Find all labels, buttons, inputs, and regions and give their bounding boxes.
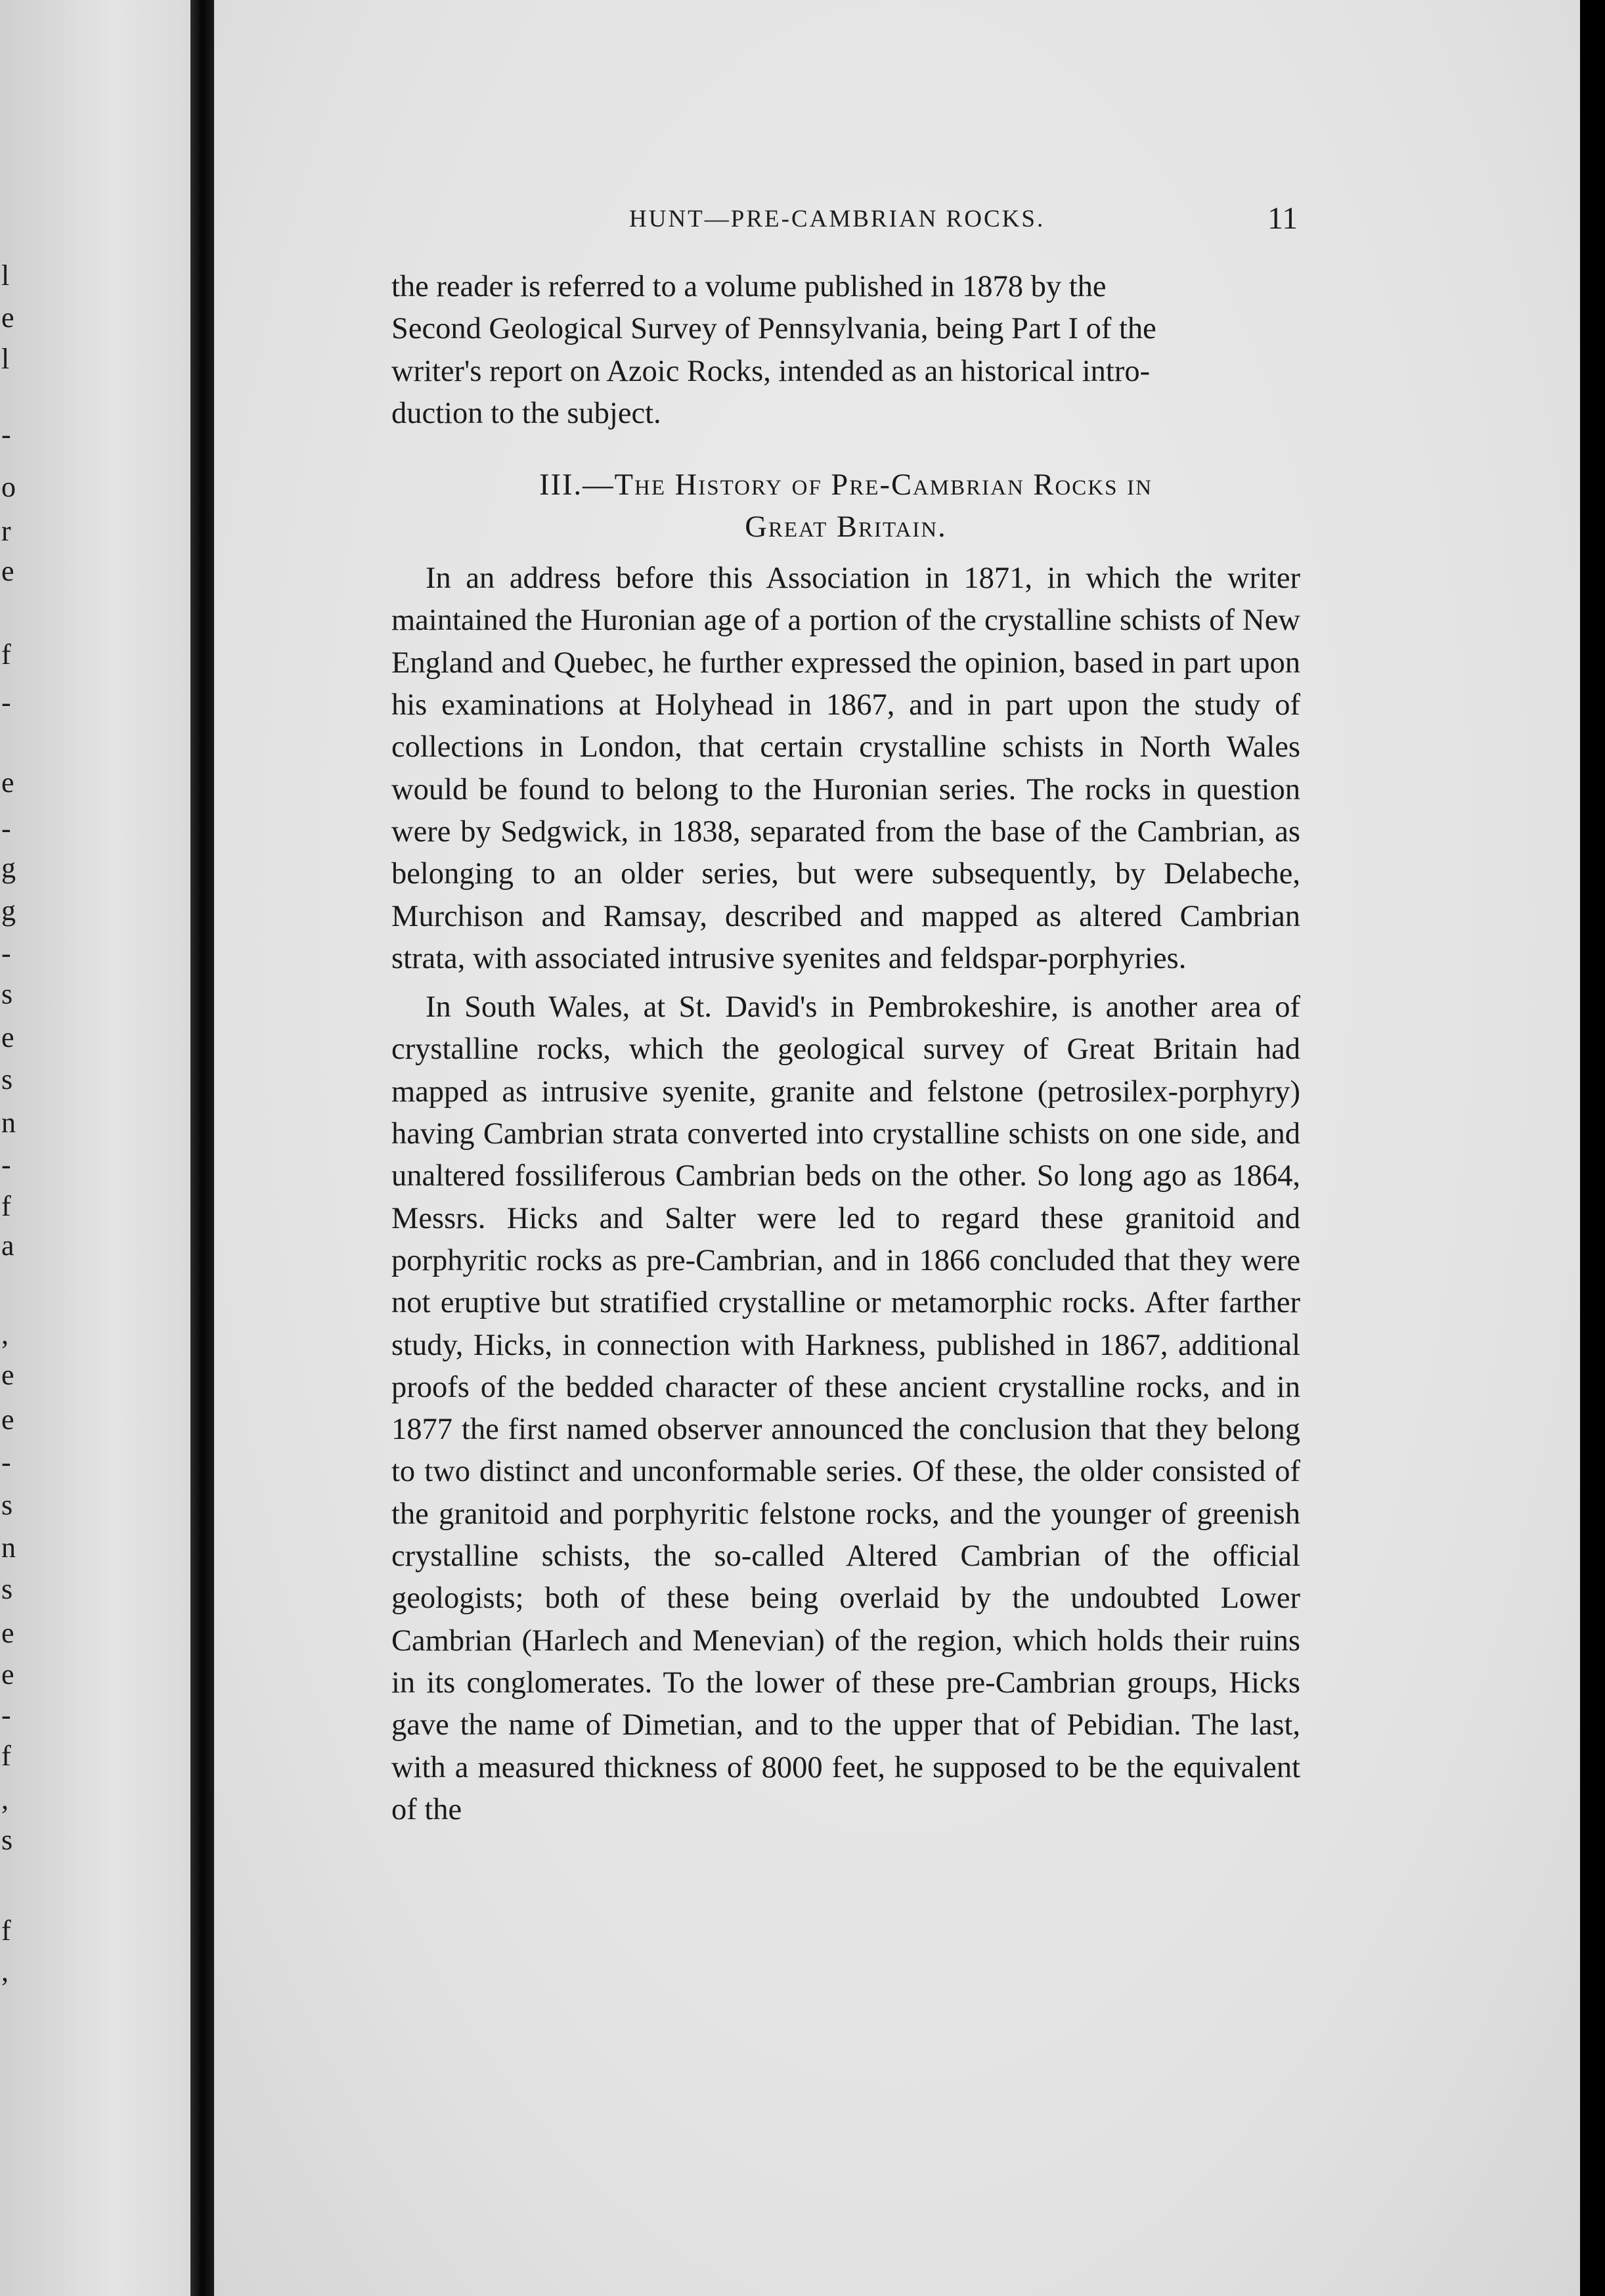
facing-page-glyph: f (1, 638, 11, 671)
facing-page-glyph: f (1, 1740, 11, 1772)
facing-page-glyph: e (1, 766, 14, 799)
facing-page-glyph: - (1, 418, 11, 451)
facing-page-glyph: - (1, 1149, 11, 1181)
text-line: the reader is referred to a volume published in 1878 by the (391, 270, 1107, 303)
facing-page-glyph: e (1, 555, 14, 587)
page-body (391, 266, 1300, 1831)
section-heading (391, 464, 1300, 548)
facing-page-glyph: , (1, 1318, 9, 1350)
facing-page-glyph: r (1, 515, 11, 547)
facing-page-glyph: e (1, 1658, 14, 1690)
facing-page-glyph: e (1, 1021, 14, 1053)
facing-page-glyph: g (1, 894, 16, 927)
facing-page-glyph: e (1, 1617, 14, 1649)
section-heading-line: III.—The History of Pre-Cambrian Rocks in (539, 468, 1153, 502)
facing-page-glyph: s (1, 1573, 13, 1605)
facing-page-glyph: g (1, 852, 16, 884)
text-line: writer's report on Azoic Rocks, intended as an historical intro- (391, 354, 1151, 388)
facing-page-glyph: f (1, 1190, 11, 1222)
facing-page-glyph: f (1, 1914, 11, 1947)
facing-page-glyph: a (1, 1229, 14, 1262)
facing-page-glyph: , (1, 1955, 9, 1987)
facing-page-glyph: l (1, 343, 10, 375)
book-gutter (190, 0, 214, 2296)
text-line: Second Geological Survey of Pennsylvania, being Part I of the (391, 312, 1156, 346)
facing-page-glyph: - (1, 812, 11, 845)
scan-border (1580, 0, 1605, 2296)
facing-page-glyph: e (1, 1403, 14, 1436)
running-title: HUNT—PRE-CAMBRIAN ROCKS. (629, 206, 1045, 232)
facing-page-glyph: e (1, 301, 14, 334)
facing-page-glyph: s (1, 1063, 13, 1095)
facing-page-glyph: s (1, 978, 13, 1010)
facing-page-glyph: o (1, 471, 16, 503)
facing-page-glyph: s (1, 1824, 13, 1856)
page-number: 11 (1267, 201, 1298, 236)
facing-page-text-fragments (0, 0, 26, 2296)
facing-page-glyph: - (1, 1699, 11, 1731)
facing-page-glyph: n (1, 1107, 16, 1139)
facing-page-glyph: - (1, 937, 11, 969)
facing-page-glyph: , (1, 1783, 9, 1815)
continued-paragraph (391, 266, 1300, 435)
section-heading-line: Great Britain. (745, 510, 947, 544)
facing-page-glyph: - (1, 1446, 11, 1478)
facing-page-glyph: n (1, 1532, 16, 1564)
facing-page-glyph: e (1, 1359, 14, 1391)
facing-page-glyph: s (1, 1489, 13, 1521)
paragraph: In South Wales, at St. David's in Pembrokeshire, is another area of crystalline rocks, which the geological survey of Great Britain had mapped as intrusive syenite, granite and felstone (petrosilex-porphyry) having Cambrian strata converted into crystalline schists on one side, and unaltered fossiliferous Cambrian beds on the other. So long ago as 1864, Messrs. Hicks and Salter were led to regard these granitoid and porphyritic rocks as pre-Cambrian, and in 1866 concluded that they were not eruptive but stratified crystalline or metamorphic rocks. After farther study, Hicks, in connection with Harkness, published in 1867, additional proofs of the bedded character of these ancient crystalline rocks, and in 1877 the first named observer announced the conclusion that they belong to two distinct and unconformable series. Of these, the older consisted of the granitoid and porphyritic felstone rocks, and the younger of greenish crystalline schists, the so-called Altered Cambrian of the official geologists; both of these being overlaid by the undoubted Lower Cambrian (Harlech and Menevian) of the region, which holds their ruins in its conglomerates. To the lower of these pre-Cambrian groups, Hicks gave the name of Dimetian, and to the upper that of Pebidian. The last, with a measured thickness of 8000 feet, he supposed to be the equivalent of the (391, 990, 1300, 1826)
facing-page-edge (0, 0, 190, 2296)
paragraph: In an address before this Association in 1871, in which the writer maintained the Huronian age of a portion of the crystalline schists of New England and Quebec, he further expressed the opinion, based in part upon his examinations at Holyhead in 1867, and in part upon the study of collections in London, that certain crystalline schists in North Wales would be found to belong to the Huronian series. The rocks in question were by Sedgwick, in 1838, separated from the base of the Cambrian, as belonging to an older series, but were subsequently, by Delabeche, Murchison and Ramsay, described and mapped as altered Cambrian strata, with associated intrusive syenites and feldspar-porphyries. (391, 562, 1300, 975)
facing-page-glyph: - (1, 686, 11, 718)
facing-page-glyph: l (1, 259, 10, 292)
text-line: duction to the subject. (391, 396, 661, 430)
